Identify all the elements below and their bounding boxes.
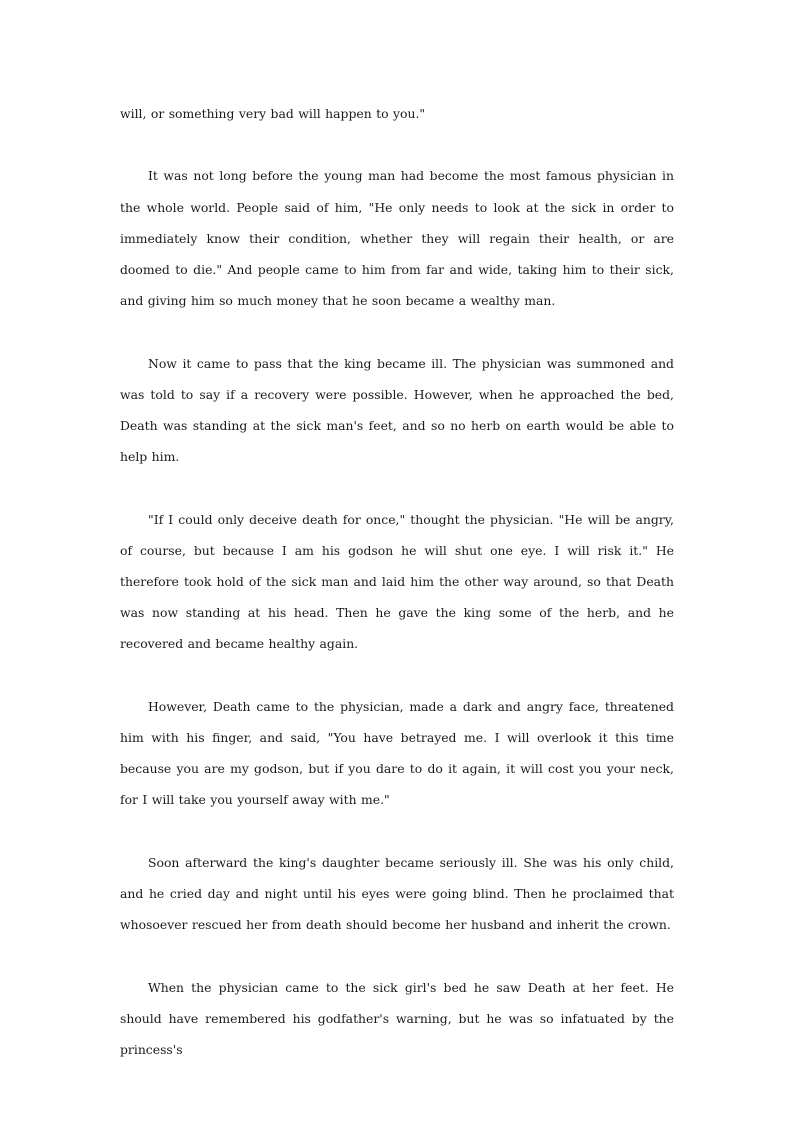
paragraph-king-ill: Now it came to pass that the king became ill. The physician was summoned and was told to say if a recovery were possible. However, when he approached the bed, Death was standing at the sick man's feet, and so no herb on earth would be able to help him. <box>120 355 674 465</box>
paragraph-death-warning: However, Death came to the physician, made a dark and angry face, threatened him with his finger, and said, "You have betrayed me. I will overlook it this time because you are my godson, but if you dare to do it again, it will cost you your neck, for I will take you yourself away with me." <box>120 698 674 808</box>
paragraph-famous-physician: It was not long before the young man had become the most famous physician in the whole world. People said of him, "He only needs to look at the sick in order to immediately know their condition, whether they will regain their health, or are doomed to die." And people came to him from far and wide, taking him to their sick, and giving him so much money that he soon became a wealthy man. <box>120 168 674 309</box>
paragraph-sick-girl: When the physician came to the sick girl's bed he saw Death at her feet. He should have remembered his godfather's warning, but he was so infatuated by the princess's <box>120 979 674 1057</box>
document-page <box>120 98 674 1065</box>
paragraph-continuation: will, or something very bad will happen to you." <box>120 106 426 121</box>
paragraph-daughter-ill: Soon afterward the king's daughter became seriously ill. She was his only child, and he cried day and night until his eyes were going blind. Then he proclaimed that whosoever rescued her from death should become her husband and inherit the crown. <box>120 854 674 933</box>
paragraph-deceive-death: "If I could only deceive death for once," thought the physician. "He will be angry, of course, but because I am his godson he will shut one eye. I will risk it." He therefore took hold of the sick man and laid him the other way around, so that Death was now standing at his head. Then he gave the king some of the herb, and he recovered and became healthy again. <box>120 511 674 652</box>
